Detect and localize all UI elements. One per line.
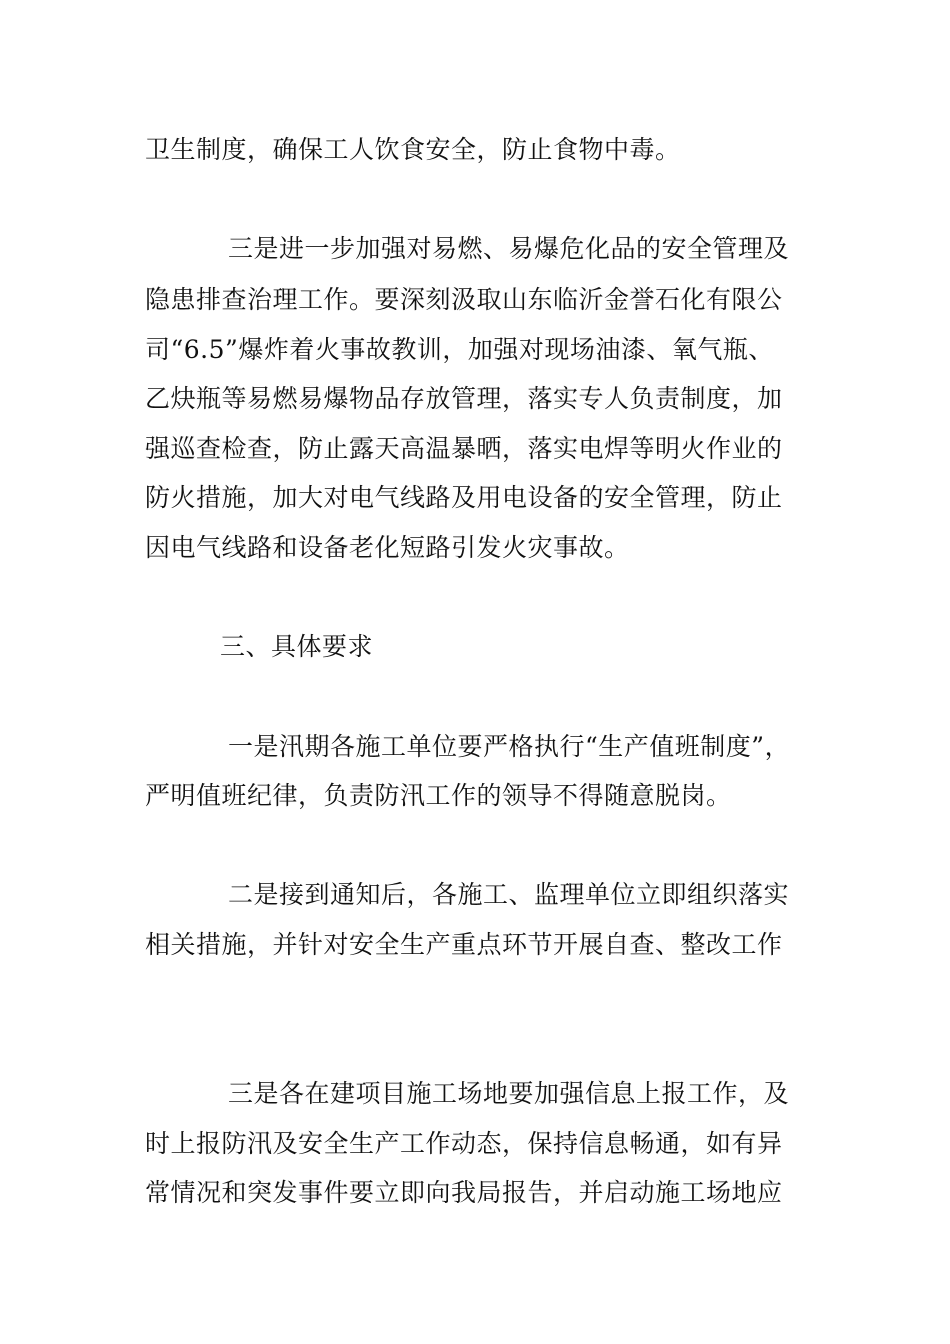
paragraph-line: 防火措施，加大对电气线路及用电设备的安全管理，防止 [145,483,783,512]
paragraph-line: 时上报防汛及安全生产工作动态，保持信息畅通，如有异 [145,1129,783,1158]
paragraph-line: 因电气线路和设备老化短路引发火灾事故。 [145,533,630,562]
paragraph-line: 常情况和突发事件要立即向我局报告，并启动施工场地应 [145,1178,783,1207]
section-heading: 三、具体要求 [220,632,374,661]
paragraph-line: 三是进一步加强对易燃、易爆危化品的安全管理及 [228,234,790,263]
paragraph-line: 相关措施，并针对安全生产重点环节开展自查、整改工作 [145,930,783,959]
paragraph-line: 一是汛期各施工单位要严格执行“生产值班制度”， [228,732,791,761]
paragraph-line: 隐患排查治理工作。要深刻汲取山东临沂金誉石化有限公 [145,285,783,314]
paragraph-line: 三是各在建项目施工场地要加强信息上报工作，及 [228,1079,790,1108]
paragraph-line: 卫生制度，确保工人饮食安全，防止食物中毒。 [145,135,681,164]
paragraph-line: 乙炔瓶等易燃易爆物品存放管理，落实专人负责制度，加 [145,384,783,413]
paragraph-line: 二是接到通知后，各施工、监理单位立即组织落实 [228,880,790,909]
paragraph-line: 严明值班纪律，负责防汛工作的领导不得随意脱岗。 [145,781,732,810]
paragraph-line: 司“6.5”爆炸着火事故教训，加强对现场油漆、氧气瓶、 [145,335,774,364]
paragraph-line: 强巡查检查，防止露天高温暴晒，落实电焊等明火作业的 [145,434,783,463]
